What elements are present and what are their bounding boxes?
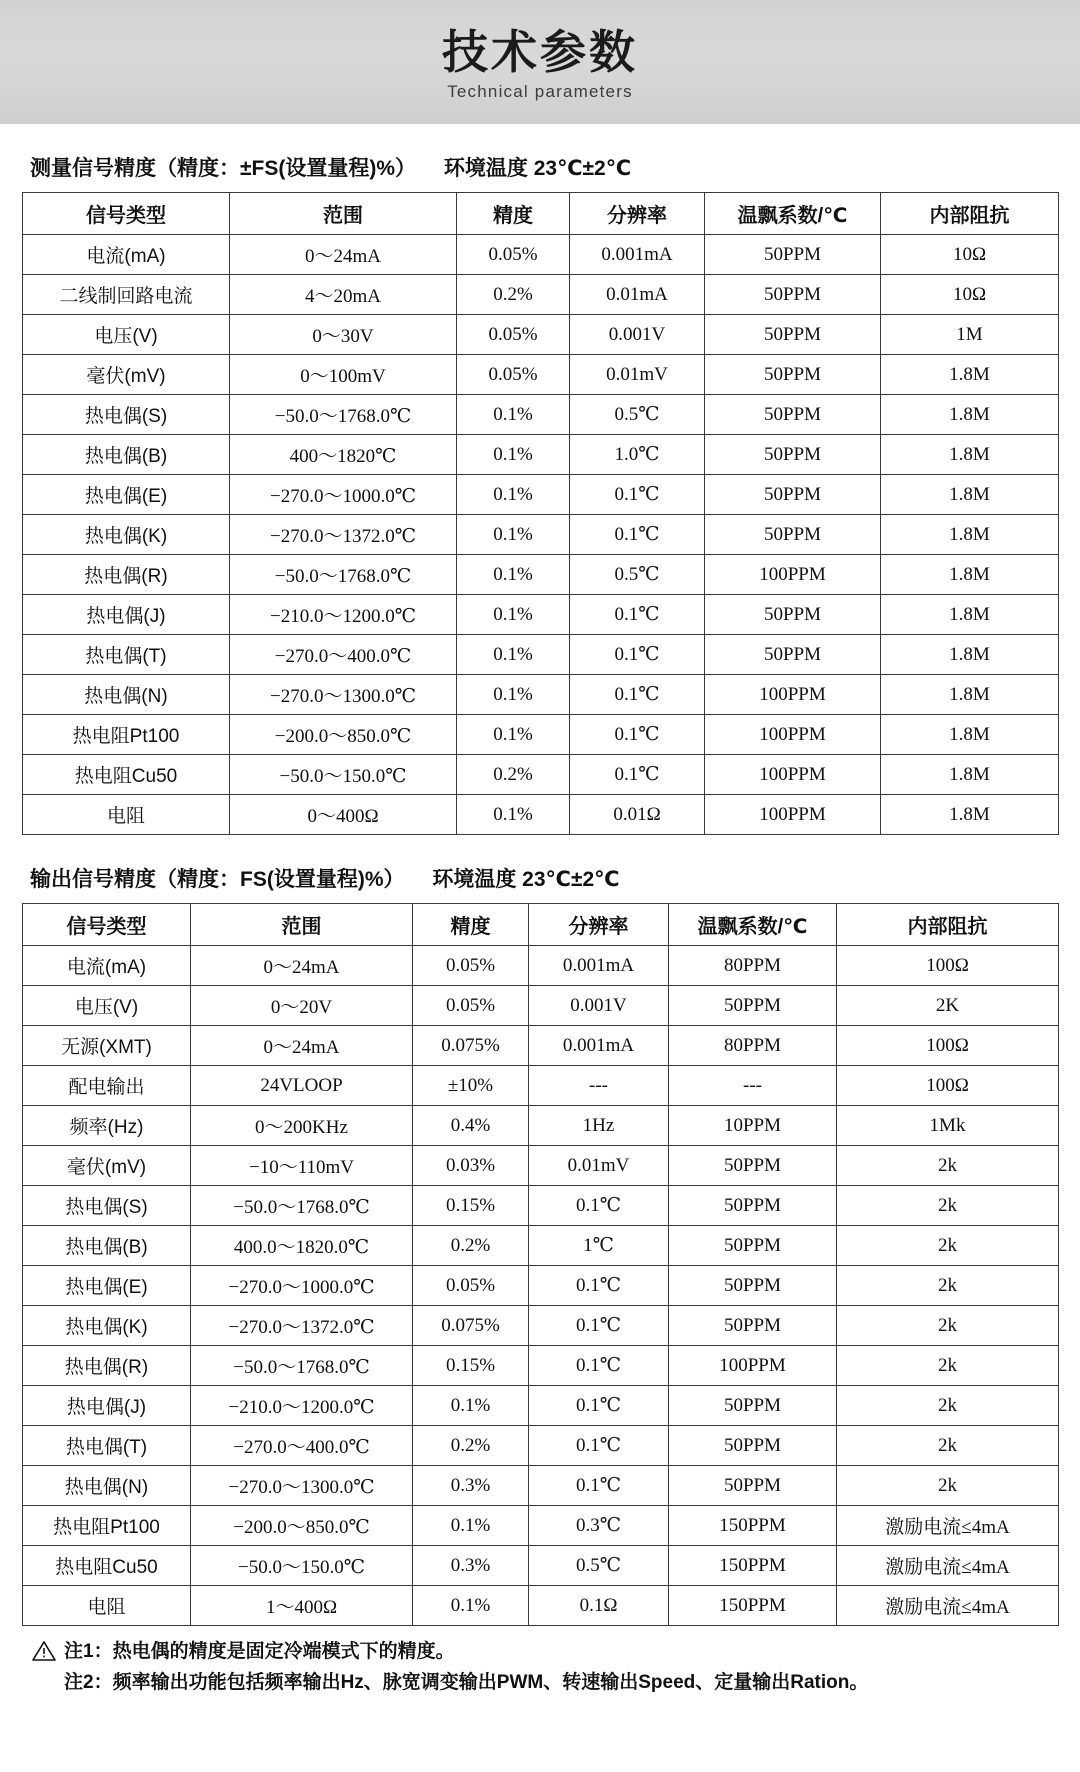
table-row [23, 1346, 1059, 1386]
cell-impedance: 1.8M [881, 595, 1059, 635]
cell-resolution: 0.1℃ [529, 1186, 669, 1226]
cell-signal-type: 毫伏(mV) [23, 1146, 191, 1186]
cell-impedance: 激励电流≤4mA [837, 1586, 1059, 1626]
cell-temp-drift: 50PPM [669, 1266, 837, 1306]
cell-signal-type: 热电阻Cu50 [23, 755, 230, 795]
cell-resolution: 0.1℃ [529, 1346, 669, 1386]
cell-range: 400.0～1820.0℃ [191, 1226, 413, 1266]
cell-accuracy: 0.2% [457, 275, 570, 315]
cell-impedance: 2k [837, 1226, 1059, 1266]
note-2-text: 注2：频率输出功能包括频率输出Hz、脉宽调变输出PWM、转速输出Speed、定量输出Ration。 [64, 1671, 869, 1693]
cell-temp-drift: 50PPM [669, 1186, 837, 1226]
cell-impedance: 100Ω [837, 1066, 1059, 1106]
cell-accuracy: 0.1% [457, 595, 570, 635]
cell-accuracy: 0.03% [413, 1146, 529, 1186]
cell-temp-drift: 50PPM [705, 515, 881, 555]
table-row [23, 1106, 1059, 1146]
cell-signal-type: 热电偶(B) [23, 1226, 191, 1266]
cell-accuracy: 0.1% [413, 1386, 529, 1426]
cell-resolution: 1Hz [529, 1106, 669, 1146]
cell-accuracy: 0.1% [457, 395, 570, 435]
cell-range: −270.0～400.0℃ [191, 1426, 413, 1466]
measurement-accuracy-table [22, 192, 1059, 835]
cell-temp-drift: 150PPM [669, 1506, 837, 1546]
table-row [23, 1226, 1059, 1266]
cell-impedance: 1.8M [881, 515, 1059, 555]
cell-resolution: 0.1℃ [570, 595, 705, 635]
cell-signal-type: 电阻 [23, 795, 230, 835]
cell-temp-drift: 50PPM [669, 1226, 837, 1266]
measurement-table-body [23, 235, 1059, 835]
cell-impedance: 1.8M [881, 755, 1059, 795]
table-row [23, 946, 1059, 986]
cell-signal-type: 电流(mA) [23, 946, 191, 986]
cell-temp-drift: 80PPM [669, 1026, 837, 1066]
table-row [23, 1026, 1059, 1066]
table-row [23, 1586, 1059, 1626]
cell-accuracy: 0.1% [457, 675, 570, 715]
cell-accuracy: 0.15% [413, 1186, 529, 1226]
cell-range: 1～400Ω [191, 1586, 413, 1626]
cell-temp-drift: 50PPM [705, 395, 881, 435]
cell-temp-drift: 100PPM [705, 715, 881, 755]
cell-temp-drift: 10PPM [669, 1106, 837, 1146]
page-content [0, 152, 1080, 1697]
cell-temp-drift: 50PPM [705, 635, 881, 675]
cell-signal-type: 电阻 [23, 1586, 191, 1626]
cell-signal-type: 热电偶(E) [23, 1266, 191, 1306]
cell-resolution: 0.001mA [529, 1026, 669, 1066]
section-title-measurement [30, 152, 1058, 182]
cell-impedance: 1.8M [881, 395, 1059, 435]
cell-temp-drift: 100PPM [705, 795, 881, 835]
section1-title-main: 测量信号精度（精度：±FS(设置量程)%） [30, 157, 417, 180]
cell-range: −270.0～400.0℃ [230, 635, 457, 675]
cell-signal-type: 热电偶(N) [23, 1466, 191, 1506]
cell-range: −50.0～1768.0℃ [191, 1346, 413, 1386]
cell-accuracy: 0.2% [413, 1226, 529, 1266]
cell-signal-type: 热电偶(R) [23, 1346, 191, 1386]
cell-impedance: 2k [837, 1306, 1059, 1346]
cell-signal-type: 电压(V) [23, 986, 191, 1026]
cell-range: 0～24mA [191, 1026, 413, 1066]
column-header-impedance: 内部阻抗 [881, 193, 1059, 235]
cell-resolution: 0.1Ω [529, 1586, 669, 1626]
cell-temp-drift: 100PPM [705, 555, 881, 595]
cell-accuracy: 0.05% [413, 1266, 529, 1306]
column-header-temp-drift: 温飘系数/℃ [669, 904, 837, 946]
cell-resolution: 0.1℃ [570, 675, 705, 715]
column-header-range: 范围 [191, 904, 413, 946]
cell-resolution: 0.001V [570, 315, 705, 355]
cell-impedance: 激励电流≤4mA [837, 1506, 1059, 1546]
cell-range: −270.0～1000.0℃ [230, 475, 457, 515]
cell-resolution: 0.5℃ [570, 395, 705, 435]
section1-title-sub: 环境温度 23℃±2℃ [443, 157, 632, 180]
cell-accuracy: 0.1% [457, 715, 570, 755]
cell-range: −200.0～850.0℃ [191, 1506, 413, 1546]
table-row [23, 595, 1059, 635]
cell-resolution: 0.1℃ [570, 635, 705, 675]
cell-impedance: 100Ω [837, 1026, 1059, 1066]
table-row [23, 1306, 1059, 1346]
cell-signal-type: 电压(V) [23, 315, 230, 355]
cell-accuracy: 0.1% [413, 1506, 529, 1546]
cell-resolution: 0.1℃ [529, 1266, 669, 1306]
cell-resolution: 0.1℃ [570, 515, 705, 555]
cell-range: −210.0～1200.0℃ [191, 1386, 413, 1426]
cell-range: −50.0～150.0℃ [191, 1546, 413, 1586]
output-accuracy-table [22, 903, 1059, 1626]
table-row [23, 715, 1059, 755]
cell-resolution: 0.3℃ [529, 1506, 669, 1546]
cell-accuracy: 0.15% [413, 1346, 529, 1386]
cell-accuracy: 0.4% [413, 1106, 529, 1146]
cell-range: 0～400Ω [230, 795, 457, 835]
table-header-row [23, 904, 1059, 946]
cell-temp-drift: 50PPM [669, 1386, 837, 1426]
cell-impedance: 10Ω [881, 275, 1059, 315]
cell-impedance: 1.8M [881, 435, 1059, 475]
cell-accuracy: 0.2% [457, 755, 570, 795]
cell-signal-type: 热电偶(R) [23, 555, 230, 595]
cell-accuracy: 0.075% [413, 1026, 529, 1066]
cell-impedance: 2k [837, 1266, 1059, 1306]
cell-accuracy: 0.1% [457, 555, 570, 595]
table-header-row [23, 193, 1059, 235]
cell-signal-type: 热电偶(J) [23, 1386, 191, 1426]
cell-impedance: 2k [837, 1426, 1059, 1466]
table-row [23, 275, 1059, 315]
cell-temp-drift: 50PPM [669, 1146, 837, 1186]
cell-range: 0～24mA [230, 235, 457, 275]
table-row [23, 986, 1059, 1026]
table-row [23, 635, 1059, 675]
cell-impedance: 2k [837, 1186, 1059, 1226]
table-row [23, 515, 1059, 555]
cell-signal-type: 电流(mA) [23, 235, 230, 275]
column-header-signal-type: 信号类型 [23, 904, 191, 946]
table-row [23, 355, 1059, 395]
column-header-range: 范围 [230, 193, 457, 235]
cell-range: −270.0～1372.0℃ [191, 1306, 413, 1346]
cell-resolution: 0.01Ω [570, 795, 705, 835]
cell-signal-type: 频率(Hz) [23, 1106, 191, 1146]
cell-temp-drift: 50PPM [705, 435, 881, 475]
section2-title-sub: 环境温度 23℃±2℃ [432, 868, 620, 891]
column-header-impedance: 内部阻抗 [837, 904, 1059, 946]
note-row-1 [32, 1638, 1058, 1667]
cell-resolution: 0.001mA [529, 946, 669, 986]
cell-temp-drift: 100PPM [669, 1346, 837, 1386]
cell-resolution: 0.5℃ [570, 555, 705, 595]
table-row [23, 1506, 1059, 1546]
cell-range: −210.0～1200.0℃ [230, 595, 457, 635]
cell-range: −50.0～1768.0℃ [191, 1186, 413, 1226]
cell-range: 0～20V [191, 986, 413, 1026]
cell-temp-drift: 50PPM [705, 595, 881, 635]
cell-resolution: 0.1℃ [529, 1386, 669, 1426]
cell-impedance: 2k [837, 1146, 1059, 1186]
cell-range: 4～20mA [230, 275, 457, 315]
table-row [23, 475, 1059, 515]
column-header-accuracy: 精度 [413, 904, 529, 946]
cell-accuracy: 0.075% [413, 1306, 529, 1346]
column-header-resolution: 分辨率 [570, 193, 705, 235]
cell-temp-drift: 100PPM [705, 675, 881, 715]
cell-impedance: 激励电流≤4mA [837, 1546, 1059, 1586]
cell-resolution: 0.1℃ [529, 1466, 669, 1506]
cell-range: −10～110mV [191, 1146, 413, 1186]
cell-range: −50.0～1768.0℃ [230, 555, 457, 595]
table-row [23, 1066, 1059, 1106]
column-header-resolution: 分辨率 [529, 904, 669, 946]
cell-resolution: --- [529, 1066, 669, 1106]
cell-impedance: 2k [837, 1466, 1059, 1506]
cell-resolution: 0.1℃ [570, 755, 705, 795]
cell-signal-type: 热电偶(J) [23, 595, 230, 635]
cell-temp-drift: 50PPM [669, 1306, 837, 1346]
section2-title-main: 输出信号精度（精度：FS(设置量程)%） [30, 868, 405, 891]
table-row [23, 235, 1059, 275]
cell-range: −270.0～1300.0℃ [191, 1466, 413, 1506]
cell-accuracy: 0.1% [457, 515, 570, 555]
cell-accuracy: 0.05% [413, 946, 529, 986]
note-row-2 [32, 1669, 1058, 1698]
cell-range: −270.0～1000.0℃ [191, 1266, 413, 1306]
cell-accuracy: 0.1% [457, 435, 570, 475]
cell-temp-drift: 100PPM [705, 755, 881, 795]
cell-temp-drift: 150PPM [669, 1586, 837, 1626]
cell-impedance: 1.8M [881, 675, 1059, 715]
page-title: 技术参数 [442, 25, 638, 78]
table-row [23, 395, 1059, 435]
cell-temp-drift: 80PPM [669, 946, 837, 986]
table-row [23, 1426, 1059, 1466]
cell-resolution: 1℃ [529, 1226, 669, 1266]
cell-accuracy: 0.05% [457, 235, 570, 275]
cell-impedance: 1M [881, 315, 1059, 355]
cell-accuracy: 0.3% [413, 1466, 529, 1506]
cell-signal-type: 热电偶(K) [23, 1306, 191, 1346]
cell-range: 400～1820℃ [230, 435, 457, 475]
cell-impedance: 100Ω [837, 946, 1059, 986]
cell-signal-type: 二线制回路电流 [23, 275, 230, 315]
cell-temp-drift: 50PPM [705, 235, 881, 275]
cell-impedance: 1.8M [881, 555, 1059, 595]
cell-impedance: 2k [837, 1386, 1059, 1426]
cell-temp-drift: 50PPM [669, 1466, 837, 1506]
cell-accuracy: 0.05% [413, 986, 529, 1026]
cell-range: −200.0～850.0℃ [230, 715, 457, 755]
column-header-signal-type: 信号类型 [23, 193, 230, 235]
cell-range: −270.0～1300.0℃ [230, 675, 457, 715]
column-header-accuracy: 精度 [457, 193, 570, 235]
cell-accuracy: 0.1% [457, 475, 570, 515]
cell-resolution: 0.1℃ [529, 1426, 669, 1466]
cell-accuracy: 0.05% [457, 315, 570, 355]
column-header-temp-drift: 温飘系数/℃ [705, 193, 881, 235]
cell-accuracy: 0.1% [413, 1586, 529, 1626]
cell-impedance: 1Mk [837, 1106, 1059, 1146]
cell-accuracy: 0.05% [457, 355, 570, 395]
cell-impedance: 2K [837, 986, 1059, 1026]
cell-resolution: 0.1℃ [570, 475, 705, 515]
cell-temp-drift: 50PPM [669, 1426, 837, 1466]
cell-resolution: 0.01mA [570, 275, 705, 315]
cell-accuracy: 0.1% [457, 635, 570, 675]
cell-range: 0～24mA [191, 946, 413, 986]
cell-resolution: 0.01mV [529, 1146, 669, 1186]
table-row [23, 555, 1059, 595]
cell-signal-type: 热电偶(T) [23, 1426, 191, 1466]
cell-range: −50.0～1768.0℃ [230, 395, 457, 435]
cell-impedance: 1.8M [881, 715, 1059, 755]
cell-signal-type: 热电偶(E) [23, 475, 230, 515]
table-row [23, 1146, 1059, 1186]
warning-triangle-icon [32, 1640, 58, 1661]
cell-impedance: 1.8M [881, 635, 1059, 675]
table-row [23, 315, 1059, 355]
cell-temp-drift: 50PPM [705, 475, 881, 515]
cell-signal-type: 无源(XMT) [23, 1026, 191, 1066]
table-row [23, 755, 1059, 795]
table-row [23, 435, 1059, 475]
cell-signal-type: 热电偶(S) [23, 1186, 191, 1226]
table-row [23, 1266, 1059, 1306]
page-subtitle: Technical parameters [447, 82, 633, 102]
output-table-body [23, 946, 1059, 1626]
cell-accuracy: 0.1% [457, 795, 570, 835]
cell-signal-type: 毫伏(mV) [23, 355, 230, 395]
cell-accuracy: 0.3% [413, 1546, 529, 1586]
cell-impedance: 1.8M [881, 475, 1059, 515]
cell-impedance: 1.8M [881, 355, 1059, 395]
cell-signal-type: 配电输出 [23, 1066, 191, 1106]
cell-temp-drift: 50PPM [705, 315, 881, 355]
cell-resolution: 0.001V [529, 986, 669, 1026]
cell-signal-type: 热电偶(T) [23, 635, 230, 675]
cell-resolution: 0.5℃ [529, 1546, 669, 1586]
cell-temp-drift: 50PPM [669, 986, 837, 1026]
cell-impedance: 10Ω [881, 235, 1059, 275]
cell-range: −270.0～1372.0℃ [230, 515, 457, 555]
cell-signal-type: 热电偶(K) [23, 515, 230, 555]
note-1-text: 注1：热电偶的精度是固定冷端模式下的精度。 [64, 1641, 455, 1662]
page-header-banner [0, 0, 1080, 124]
cell-range: −50.0～150.0℃ [230, 755, 457, 795]
cell-impedance: 1.8M [881, 795, 1059, 835]
notes-block [32, 1638, 1058, 1697]
table-row [23, 1386, 1059, 1426]
table-row [23, 795, 1059, 835]
cell-temp-drift: 150PPM [669, 1546, 837, 1586]
cell-temp-drift: 50PPM [705, 275, 881, 315]
table-row [23, 1546, 1059, 1586]
cell-signal-type: 热电偶(N) [23, 675, 230, 715]
cell-signal-type: 热电阻Pt100 [23, 715, 230, 755]
cell-accuracy: 0.2% [413, 1426, 529, 1466]
cell-signal-type: 热电偶(S) [23, 395, 230, 435]
cell-accuracy: ±10% [413, 1066, 529, 1106]
cell-signal-type: 热电阻Cu50 [23, 1546, 191, 1586]
cell-signal-type: 热电阻Pt100 [23, 1506, 191, 1546]
cell-temp-drift: 50PPM [705, 355, 881, 395]
cell-temp-drift: --- [669, 1066, 837, 1106]
table-row [23, 1186, 1059, 1226]
table-row [23, 1466, 1059, 1506]
cell-range: 0～100mV [230, 355, 457, 395]
cell-range: 24VLOOP [191, 1066, 413, 1106]
cell-resolution: 0.1℃ [529, 1306, 669, 1346]
cell-resolution: 0.1℃ [570, 715, 705, 755]
cell-range: 0～200KHz [191, 1106, 413, 1146]
table-row [23, 675, 1059, 715]
cell-impedance: 2k [837, 1346, 1059, 1386]
cell-resolution: 0.001mA [570, 235, 705, 275]
cell-resolution: 0.01mV [570, 355, 705, 395]
cell-range: 0～30V [230, 315, 457, 355]
cell-resolution: 1.0℃ [570, 435, 705, 475]
cell-signal-type: 热电偶(B) [23, 435, 230, 475]
section-title-output [30, 863, 1058, 893]
